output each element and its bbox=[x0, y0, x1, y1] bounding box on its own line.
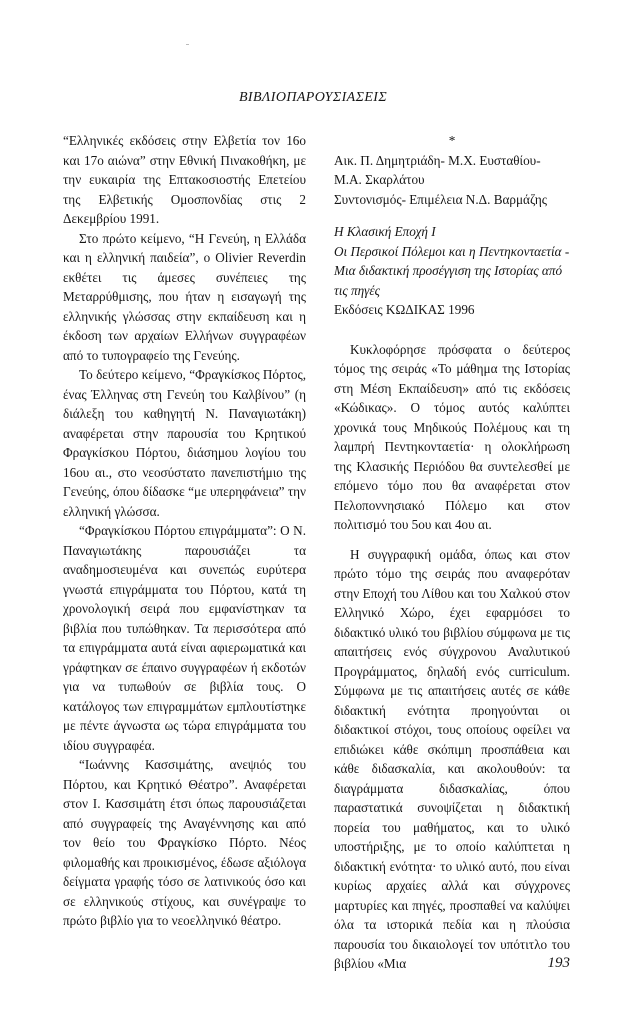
left-paragraph-5: “Ιωάννης Κασσιμάτης, ανεψιός του Πόρτου, και Κρητικό Θέατρο”. Αναφέρεται στον Ι. Κασσιμάτη έτσι όπως παρουσιάζεται από συγγραφείς της Αναγέννησης και από τον θείο του Φραγκίσκο Πόρτο. Νέος φιλομαθής και προικισμένος, έδωσε αξιόλογα δείγματα γραφής τόσο σε λατινικούς όσο και σε ελληνικούς στίχους, και συνέγραψε το πρώτο βιβλίο για το νεοελληνικό θέατρο. bbox=[63, 757, 306, 928]
book-publisher: Εκδόσεις ΚΩΔΙΚΑΣ 1996 bbox=[334, 302, 475, 317]
right-column bbox=[334, 131, 570, 974]
section-separator: * bbox=[448, 133, 456, 148]
page-number: 193 bbox=[547, 955, 570, 971]
running-header: ΒΙΒΛΙΟΠΑΡΟΥΣΙΑΣΕΙΣ bbox=[238, 90, 388, 105]
right-paragraph-2: Η συγγραφική ομάδα, όπως και στον πρώτο τόμο της σειράς που αναφερόταν στην Εποχή του Λίθου και του Χαλκού στον Ελληνικό Χώρο, έχει εφαρμόσει το διδακτικό υλικό του βιβλίου σύμφωνα με τις απαιτήσεις ενός σύγχρονου Αναλυτικού Προγράμματος, δηλαδή ενός curriculum. Σύμφωνα με τις απαιτήσεις αυτές σε κάθε διδακτική ενότητα προηγούνται οι διδακτικοί στόχοι, τους οποίους οφείλει να επιδιώκει κάθε σκόπιμη προσπάθεια και κάθε διδασκαλία, και ακολουθούν: τα διαγράμματα διδασκαλίας, όπου παραστατικά συνοψίζεται η διδακτική πορεία του μαθήματος, και το υλικό υποστήριξης, με το οποίο καλύπτεται η διδακτική ενότητα· το υλικό αυτό, που είναι κυρίως αρχαίες αλλά και σύγχρονες μαρτυρίες και πηγές, προσπαθεί να καλύψει όλα τα ιστορικά πεδία και η πλούσια παρουσία του δικαιολογεί τον υπότιτλο του βιβλίου «Μια bbox=[334, 546, 570, 971]
authors-line: Αικ. Π. Δημητριάδη- Μ.Χ. Ευσταθίου- Μ.Α. Σκαρλάτου bbox=[334, 152, 541, 187]
left-paragraph-2: Στο πρώτο κείμενο, “Η Γενεύη, η Ελλάδα και η ελληνική παιδεία”, ο Olivier Reverdin εκθέτει τις άμεσες συνέπειες της Μεταρρύθμισης, που ήταν η εισαγωγή της ελληνικής γλώσσας στην εκπαίδευση και η έκδοση των αρχαίων Ελλήνων συγγραφέων από το τυπογραφείο της Γενεύης. bbox=[63, 230, 306, 363]
book-credits bbox=[334, 151, 570, 210]
book-title: Η Κλασική Εποχή Ι bbox=[334, 224, 436, 239]
left-paragraph-3: Το δεύτερο κείμενο, “Φραγκίσκος Πόρτος, ένας Έλληνας στη Γενεύη του Καλβίνου” (η διάλεξη του καθηγητή Ν. Παναγιωτάκη) αναφέρεται στην παρουσία του Κρητικού Φραγκίσκου Πόρτου, διάσημου λογίου του 16ου αι., στο νεοσύστατο πανεπιστήμιο της Γενεύης, όπου δίδασκε “με υπερηφάνεια” την ελληνική γλώσσα. bbox=[63, 367, 306, 519]
left-paragraph-4: “Φραγκίσκου Πόρτου επιγράμματα”: Ο Ν. Παναγιωτάκης παρουσιάζει τα αναδημοσιευμένα και συνεπώς ευρύτερα γνωστά επιγράμματα του Πόρτου, κατά τη χρονολογική σειρά που εμφανίστηκαν τα βιβλία που τυπώθηκαν. Τα περισσότερα από τα επιγράμματα αυτά είναι αφιερωματικά και γράφτηκαν σε έπαινο συγγραφέων ή εκδοτών για να τυπωθούν σε βιβλία τους. Ο κατάλογος των επιγραμμάτων εμπλουτίστηκε με πέντε άγνωστα ως τώρα επιγράμματα του ιδίου συγγραφέα. bbox=[63, 523, 306, 753]
right-paragraph-1: Κυκλοφόρησε πρόσφατα ο δεύτερος τόμος της σειράς «Το μάθημα της Ιστορίας στη Μέση Εκπαίδευση» από τις εκδόσεις «Κώδικας». Ο τόμος αυτός καλύπτει χρονικά τους Μηδικούς Πολέμους και τη λαμπρή Πεντηκονταετία· η ολοκλήρωση της Κλασικής Περιόδου θα συντελεσθεί με επόμενο τόμο που θα αναφέρεται στον Πελοποννησιακό Πόλεμο και στον πολιτισμό του 5ου και 4ου αι. bbox=[334, 341, 570, 532]
left-paragraph-1: “Ελληνικές εκδόσεις στην Ελβετία τον 16ο και 17ο αιώνα” στην Εθνική Πινακοθήκη, με την ευκαιρία της Επτακοσιοστής Επετείου της Ελβετικής Ομοσπονδίας στις 2 Δεκεμβρίου 1991. bbox=[63, 133, 306, 226]
book-subtitle: Οι Περσικοί Πόλεμοι και η Πεντηκονταετία - Μια διδακτική προσέγγιση της Ιστορίας από τις πηγές bbox=[334, 243, 570, 298]
left-column bbox=[63, 131, 306, 931]
print-speck bbox=[186, 44, 189, 45]
editor-line: Συντονισμός- Επιμέλεια Ν.Δ. Βαρμάζης bbox=[334, 191, 548, 207]
book-details bbox=[334, 222, 570, 320]
